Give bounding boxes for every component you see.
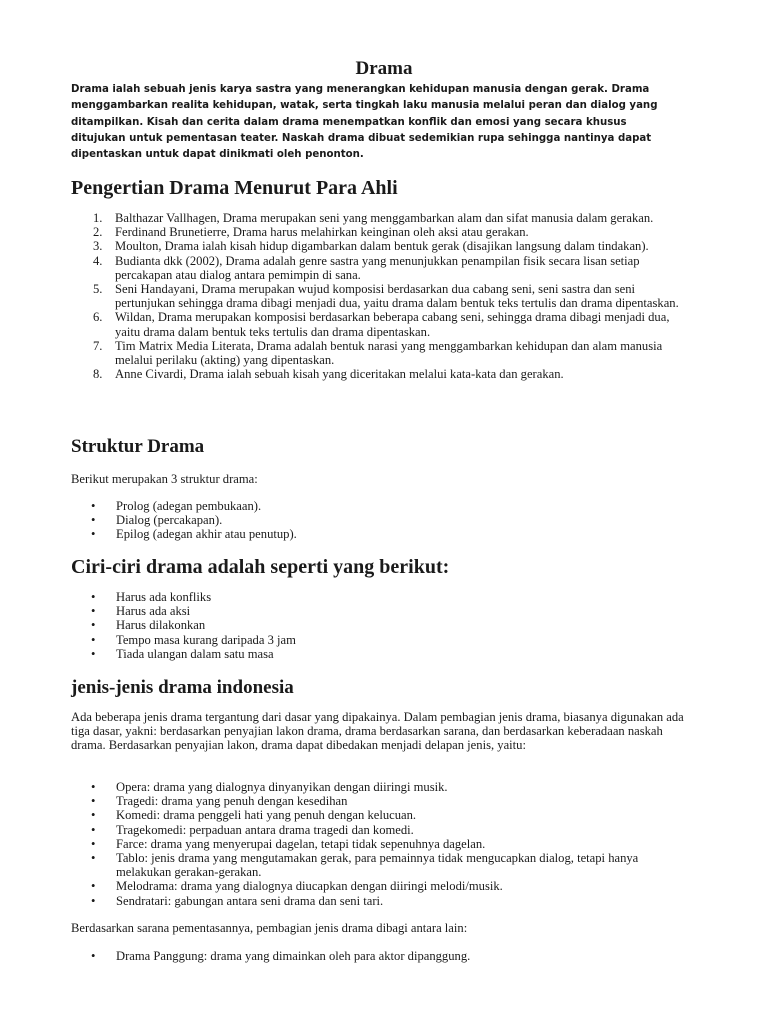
traits-list: [71, 590, 696, 661]
list-item: • Tragekomedi: perpaduan antara drama tragedi dan komedi.: [91, 822, 414, 837]
list-item: • Tablo: jenis drama yang mengutamakan gerak, para pemainnya tidak mengucapkan dialog, tetapi hanya melakukan gerakan-gerakan.: [91, 851, 639, 880]
types-list-2: [71, 949, 696, 963]
types-lead-2: Berdasarkan sarana pementasannya, pembagian jenis drama dibagi antara lain:: [71, 921, 468, 935]
list-item: 8. Anne Civardi, Drama ialah sebuah kisah yang diceritakan melalui kata-kata dan gerakan.: [93, 367, 564, 382]
list-item: • Opera: drama yang dialognya dinyanyikan dengan diiringi musik.: [91, 780, 448, 794]
types-lead: Ada beberapa jenis drama tergantung dari dasar yang dipakainya. Dalam pembagian jenis drama, biasanya digunakan ada tiga dasar, yakni: berdasarkan penyajian lakon drama, drama berdasarkan sarana, dan berdasarkan keberadaan naskah drama. Berdasarkan penyajian lakon, drama dapat dibedakan menjadi delapan jenis, yaitu:: [71, 710, 684, 753]
heading-types: jenis-jenis drama indonesia: [71, 677, 294, 698]
list-item: 7. Tim Matrix Media Literata, Drama adalah bentuk narasi yang menggambarkan kehidupan dan alam manusia melalui perilaku (akting) yang dipentaskan.: [93, 338, 663, 368]
heading-traits: Ciri-ciri drama adalah seperti yang berikut:: [71, 556, 450, 578]
experts-list: [71, 211, 696, 381]
list-item: • Prolog (adegan pembukaan).: [91, 499, 262, 513]
list-item: 2. Ferdinand Brunetierre, Drama harus melahirkan keinginan oleh aksi atau gerakan.: [93, 225, 529, 240]
intro-paragraph: Drama ialah sebuah jenis karya sastra yang menerangkan kehidupan manusia dengan gerak. Drama menggambarkan realita kehidupan, watak, serta tingkah laku manusia melalui peran dan dialog yang ditampilkan. Kisah dan cerita dalam drama menempatkan konflik dan emosi yang secara khusus ditujukan untuk pementasan teater. Naskah drama dibuat sedemikian rupa sehingga nantinya dapat dipentaskan untuk dapat dinikmati oleh penonton.: [71, 84, 658, 161]
list-item: • Tempo masa kurang daripada 3 jam: [91, 632, 296, 647]
list-item: 3. Moulton, Drama ialah kisah hidup digambarkan dalam bentuk gerak (disajikan langsung dalam tindakan).: [93, 239, 649, 254]
list-item: • Melodrama: drama yang dialognya diucapkan dengan diiringi melodi/musik.: [91, 879, 503, 894]
list-item: • Tragedi: drama yang penuh dengan kesedihan: [91, 794, 348, 809]
list-item: • Sendratari: gabungan antara seni drama dan seni tari.: [91, 893, 384, 908]
list-item: • Harus ada konfliks: [91, 590, 212, 604]
list-item: • Epilog (adegan akhir atau penutup).: [91, 527, 297, 542]
heading-structure: Struktur Drama: [71, 436, 205, 457]
list-item: 4. Budianta dkk (2002), Drama adalah genre sastra yang menunjukkan penampilan fisik secara lisan setiap percakapan atau dialog antara pemimpin di sana.: [93, 253, 640, 282]
list-item: • Farce: drama yang menyerupai dagelan, tetapi tidak sepenuhnya dagelan.: [91, 836, 486, 851]
list-item: • Tiada ulangan dalam satu masa: [91, 646, 274, 661]
page-title: Drama: [355, 58, 413, 79]
list-item: • Dialog (percakapan).: [91, 513, 223, 528]
list-item: 1. Balthazar Vallhagen, Drama merupakan seni yang menggambarkan alam dan sifat manusia dalam gerakan.: [93, 211, 654, 225]
structure-lead: Berikut merupakan 3 struktur drama:: [71, 472, 258, 486]
heading-experts: Pengertian Drama Menurut Para Ahli: [71, 177, 398, 199]
list-item: • Harus ada aksi: [91, 604, 191, 619]
types-list: [71, 780, 696, 908]
list-item: • Drama Panggung: drama yang dimainkan oleh para aktor dipanggung.: [91, 949, 471, 963]
structure-list: [71, 499, 696, 542]
list-item: • Harus dilakonkan: [91, 618, 206, 633]
list-item: 6. Wildan, Drama merupakan komposisi berdasarkan beberapa cabang seni, sehingga drama dibagi menjadi dua, yaitu drama dalam bentuk teks tertulis dan drama dipentaskan.: [93, 310, 670, 339]
list-item: 5. Seni Handayani, Drama merupakan wujud komposisi berdasarkan dua cabang seni, seni sastra dan seni pertunjukan sehingga drama dibagi menjadi dua, yaitu drama dalam bentuk teks tertulis dan drama dipentaskan.: [93, 282, 679, 311]
list-item: • Komedi: drama penggeli hati yang penuh dengan kelucuan.: [91, 808, 417, 823]
